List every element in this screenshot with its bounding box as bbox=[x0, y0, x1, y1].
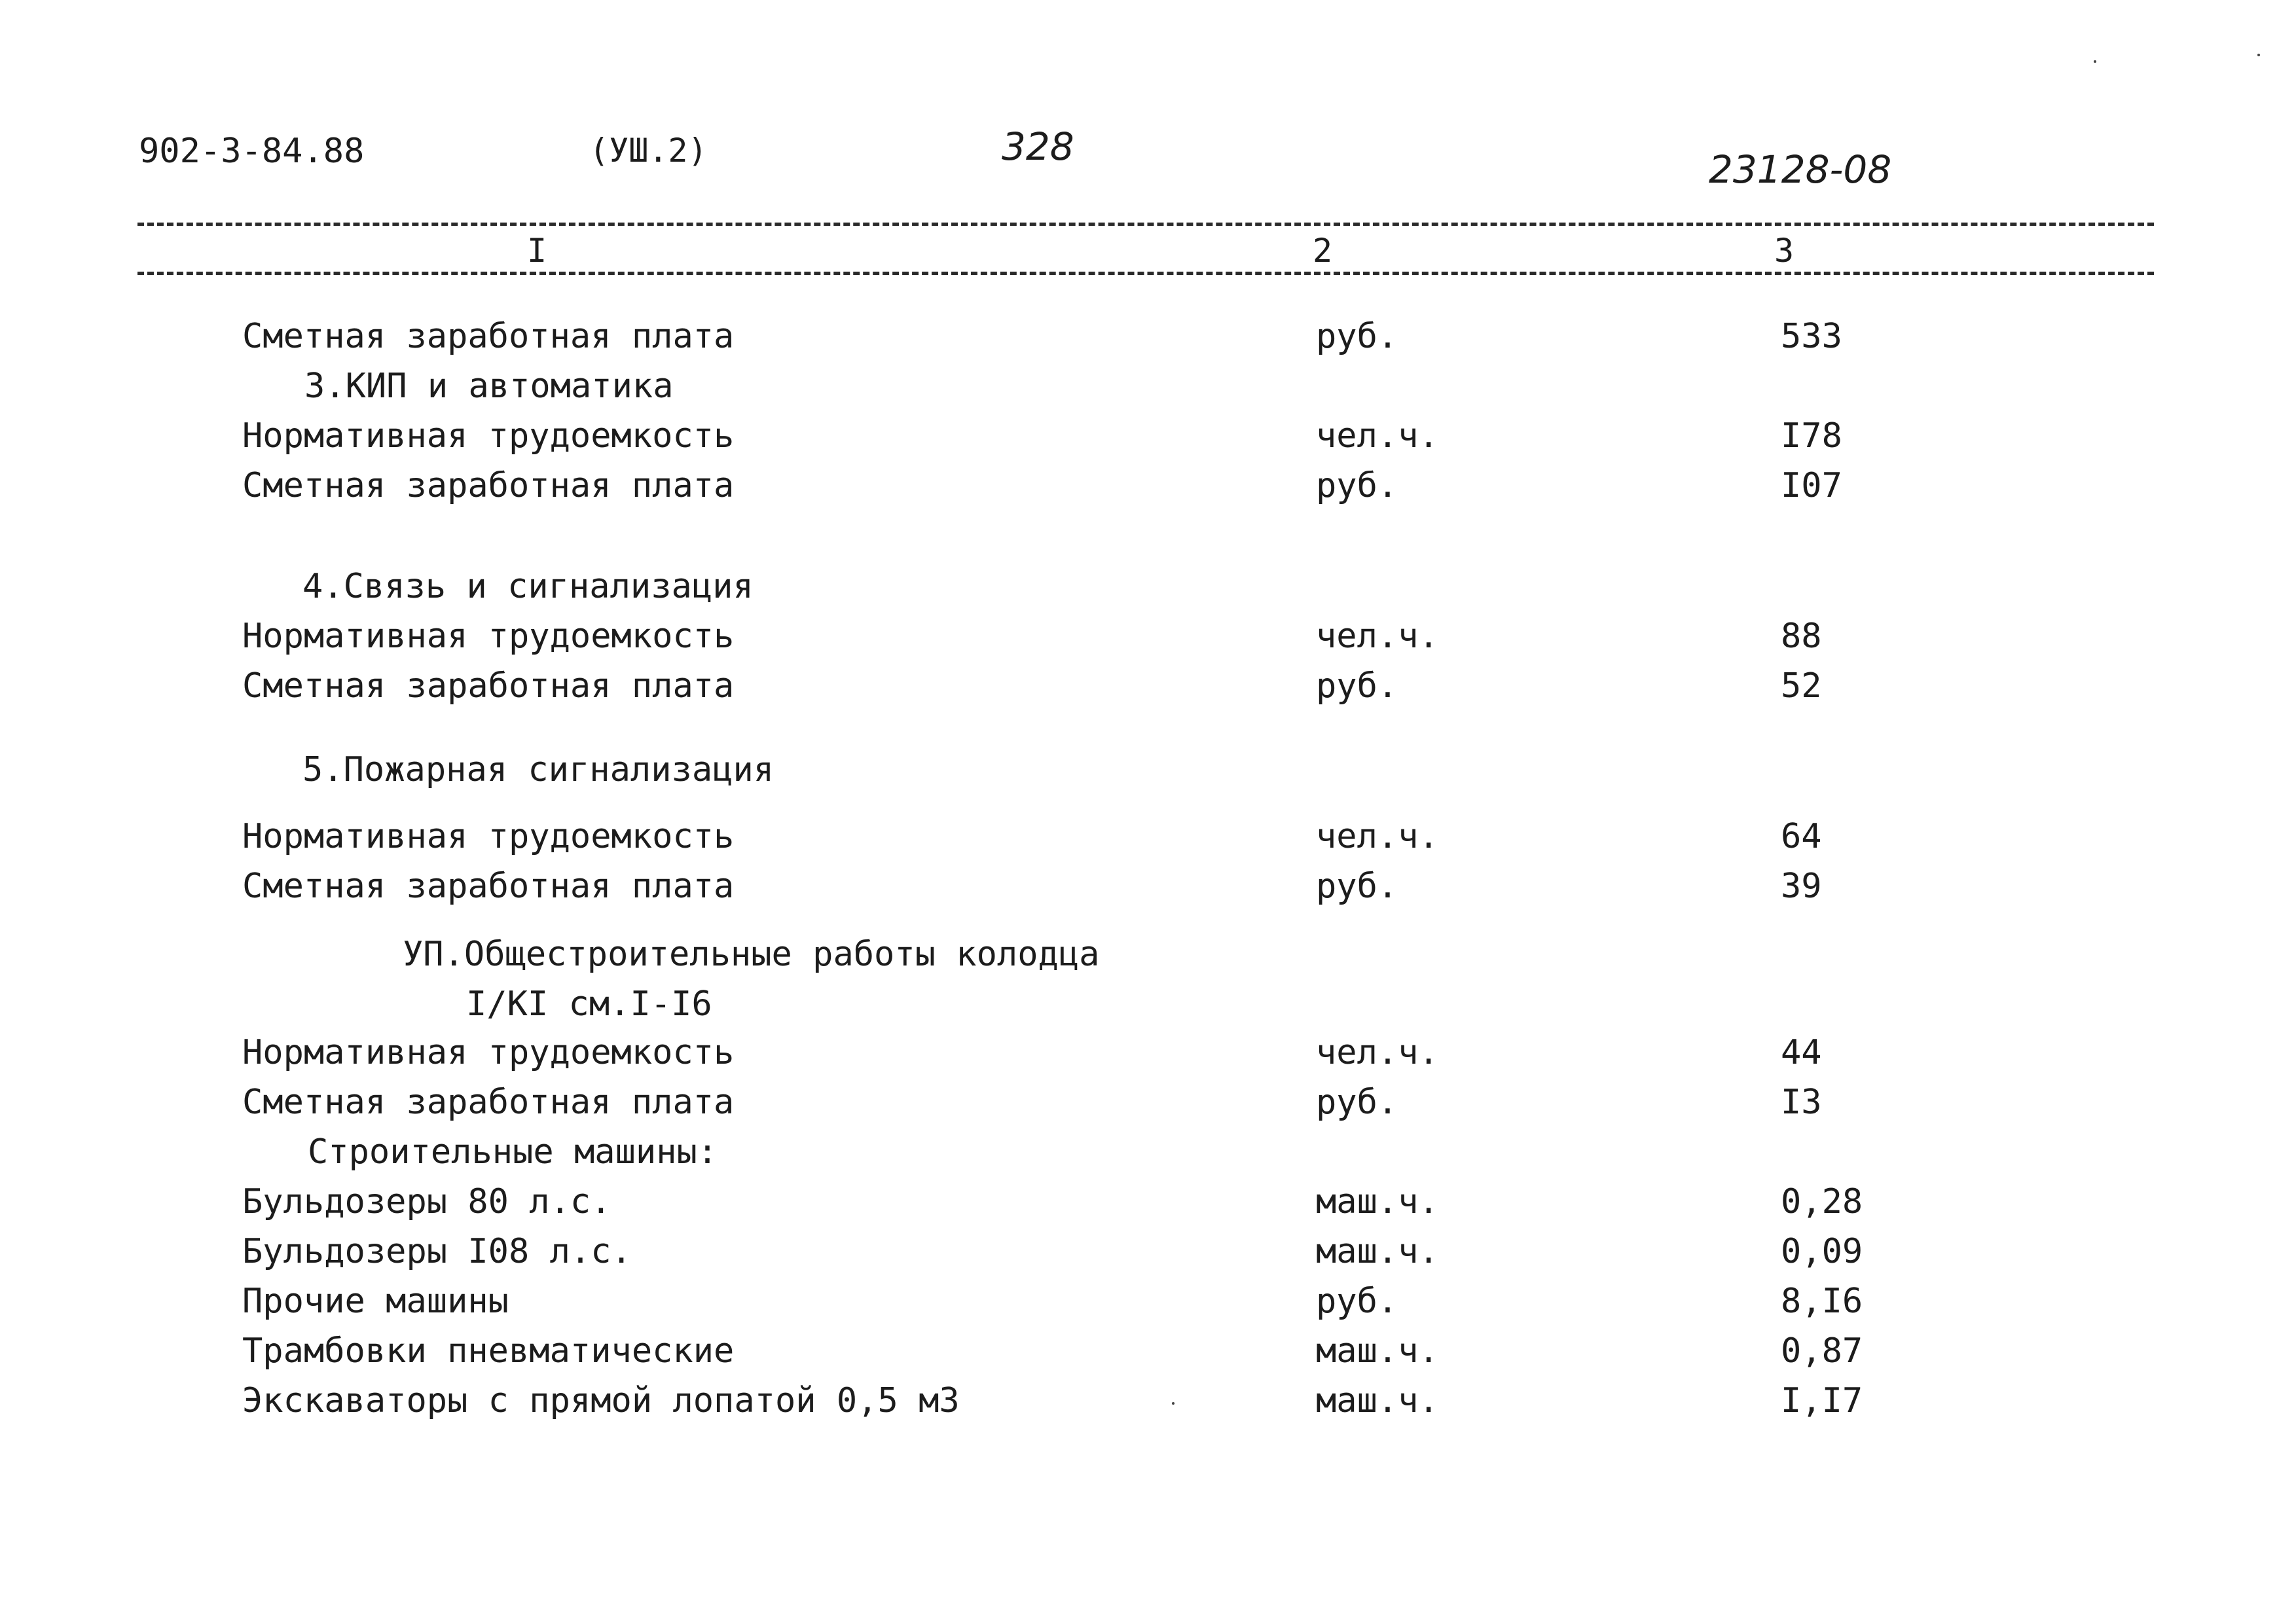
row-unit: маш.ч. bbox=[1316, 1331, 1439, 1371]
header-rule-top bbox=[137, 223, 2154, 226]
row-unit: руб. bbox=[1316, 1083, 1398, 1122]
row-label: Нормативная трудоемкость bbox=[242, 416, 735, 456]
row-value: 0,28 bbox=[1781, 1182, 1863, 1221]
row-value: 52 bbox=[1781, 666, 1822, 706]
row-unit: чел.ч. bbox=[1316, 1033, 1439, 1072]
row-label: Сметная заработная плата bbox=[242, 666, 735, 706]
row-label: Сметная заработная плата bbox=[242, 1083, 735, 1122]
row-value: 533 bbox=[1781, 317, 1842, 356]
scan-speck bbox=[1172, 1402, 1175, 1405]
row-value: I3 bbox=[1781, 1083, 1822, 1122]
row-label: Сметная заработная плата bbox=[242, 466, 735, 505]
row-label: Бульдозеры I08 л.с. bbox=[242, 1232, 632, 1271]
column-header-1: I bbox=[527, 232, 547, 270]
section-heading: Строительные машины: bbox=[308, 1132, 718, 1172]
row-value: 64 bbox=[1781, 817, 1822, 856]
row-label: Прочие машины bbox=[242, 1282, 509, 1321]
section-code: (УШ.2) bbox=[589, 132, 708, 170]
section-heading: УП.Общестроительные работы колодца bbox=[403, 935, 1100, 974]
row-label: Экскаваторы с прямой лопатой 0,5 м3 bbox=[242, 1381, 960, 1420]
row-value: I,I7 bbox=[1781, 1381, 1863, 1420]
row-label: Сметная заработная плата bbox=[242, 317, 735, 356]
row-value: 0,09 bbox=[1781, 1232, 1863, 1271]
row-unit: маш.ч. bbox=[1316, 1182, 1439, 1221]
scan-speck bbox=[2094, 60, 2096, 63]
row-unit: руб. bbox=[1316, 317, 1398, 356]
row-unit: руб. bbox=[1316, 666, 1398, 706]
section-heading: 5.Пожарная сигнализация bbox=[302, 750, 774, 789]
section-heading: 4.Связь и сигнализация bbox=[302, 567, 754, 606]
document-number: 902-3-84.88 bbox=[139, 132, 365, 171]
row-unit: руб. bbox=[1316, 867, 1398, 906]
page-number: 328 bbox=[1002, 124, 1074, 169]
column-header-2: 2 bbox=[1313, 232, 1333, 270]
row-label: Трамбовки пневматические bbox=[242, 1331, 735, 1371]
row-unit: руб. bbox=[1316, 1282, 1398, 1321]
section-heading: 3.КИП и автоматика bbox=[304, 367, 674, 406]
row-value: 0,87 bbox=[1781, 1331, 1863, 1371]
row-unit: руб. bbox=[1316, 466, 1398, 505]
row-value: 39 bbox=[1781, 867, 1822, 906]
row-label: Бульдозеры 80 л.с. bbox=[242, 1182, 611, 1221]
row-unit: чел.ч. bbox=[1316, 817, 1439, 856]
row-unit: чел.ч. bbox=[1316, 416, 1439, 456]
archive-number: 23128-08 bbox=[1709, 147, 1892, 192]
row-label: Нормативная трудоемкость bbox=[242, 817, 735, 856]
row-value: I07 bbox=[1781, 466, 1842, 505]
row-value: 88 bbox=[1781, 617, 1822, 656]
row-value: 44 bbox=[1781, 1033, 1822, 1072]
row-label: Нормативная трудоемкость bbox=[242, 617, 735, 656]
row-unit: чел.ч. bbox=[1316, 617, 1439, 656]
row-unit: маш.ч. bbox=[1316, 1232, 1439, 1271]
header-rule-bottom bbox=[137, 272, 2154, 275]
row-value: 8,I6 bbox=[1781, 1282, 1863, 1321]
row-value: I78 bbox=[1781, 416, 1842, 456]
row-unit: маш.ч. bbox=[1316, 1381, 1439, 1420]
scan-speck bbox=[2257, 54, 2260, 56]
section-subheading: I/KI см.I-I6 bbox=[466, 984, 712, 1024]
column-header-3: 3 bbox=[1774, 232, 1795, 270]
row-label: Нормативная трудоемкость bbox=[242, 1033, 735, 1072]
row-label: Сметная заработная плата bbox=[242, 867, 735, 906]
